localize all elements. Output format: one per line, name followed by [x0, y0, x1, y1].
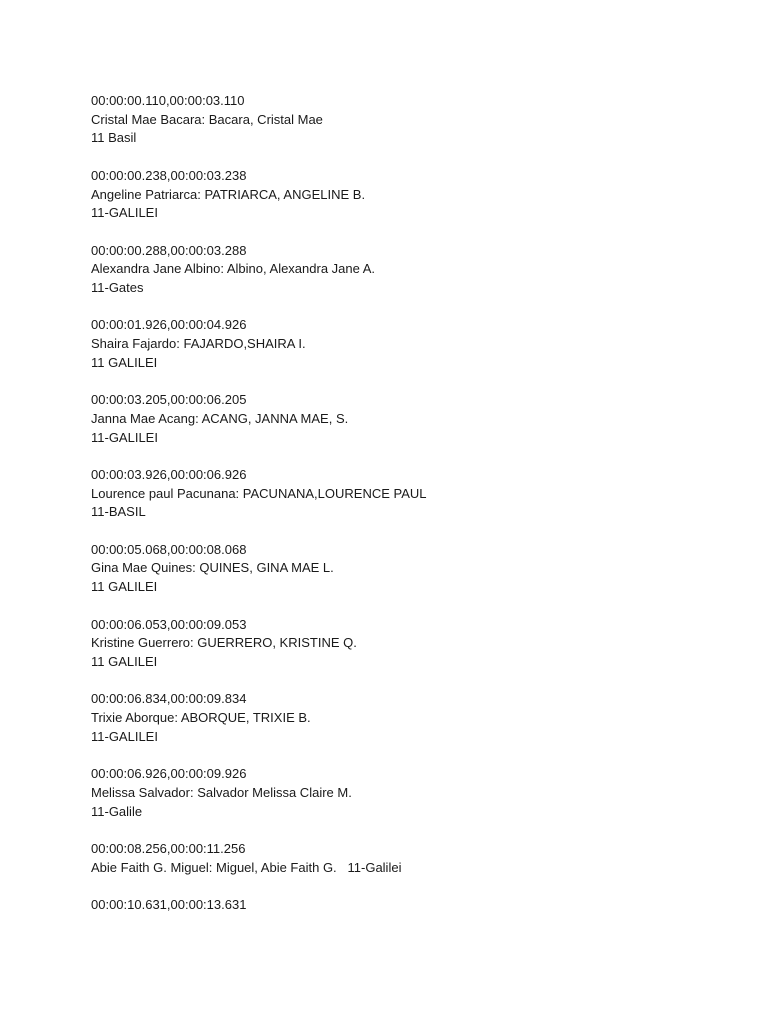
- entry-timestamp: 00:00:00.288,00:00:03.288: [91, 242, 247, 258]
- entry-timestamp: 00:00:00.110,00:00:03.110: [91, 93, 245, 108]
- entry-timestamp: 00:00:05.068,00:00:08.068: [91, 541, 247, 557]
- entry-speaker-text: Trixie Aborque: ABORQUE, TRIXIE B.: [91, 710, 311, 726]
- entry-section-text: 11-GALILEI: [91, 205, 158, 221]
- transcript-entry: [91, 242, 731, 298]
- transcript-entry: [91, 391, 731, 447]
- entry-timestamp: 00:00:06.053,00:00:09.053: [91, 616, 247, 632]
- transcript-entry: [91, 616, 731, 672]
- entry-timestamp: 00:00:08.256,00:00:11.256: [91, 840, 246, 856]
- entry-timestamp: 00:00:03.926,00:00:06.926: [91, 466, 247, 482]
- entry-timestamp: 00:00:10.631,00:00:13.631: [91, 897, 247, 913]
- entry-speaker-text: Kristine Guerrero: GUERRERO, KRISTINE Q.: [91, 635, 357, 651]
- transcript-entry: [91, 690, 731, 746]
- entry-timestamp: 00:00:06.926,00:00:09.926: [91, 766, 247, 782]
- entry-section-text: 11 GALILEI: [91, 354, 158, 370]
- transcript-entry: [91, 541, 731, 597]
- entry-speaker-text: Abie Faith G. Miguel: Miguel, Abie Faith G. 11-Galilei: [91, 859, 402, 875]
- entry-timestamp: 00:00:01.926,00:00:04.926: [91, 317, 247, 333]
- transcript-entry: [91, 840, 731, 877]
- entry-timestamp: 00:00:06.834,00:00:09.834: [91, 691, 247, 707]
- entry-speaker-text: Cristal Mae Bacara: Bacara, Cristal Mae: [91, 111, 323, 127]
- transcript-entry: [91, 316, 731, 372]
- transcript-entry: [91, 167, 731, 223]
- entry-speaker-text: Melissa Salvador: Salvador Melissa Claire M.: [91, 784, 352, 800]
- entry-speaker-text: Angeline Patriarca: PATRIARCA, ANGELINE B.: [91, 186, 366, 202]
- transcript-entry: [91, 896, 731, 915]
- entry-timestamp: 00:00:03.205,00:00:06.205: [91, 392, 247, 408]
- transcript-entry: [91, 466, 731, 522]
- transcript-entry: [91, 92, 731, 148]
- entry-speaker-text: Gina Mae Quines: QUINES, GINA MAE L.: [91, 560, 334, 576]
- entry-section-text: 11 Basil: [91, 130, 137, 146]
- transcript-body: [91, 92, 731, 933]
- entry-section-text: 11-GALILEI: [91, 728, 158, 744]
- entry-section-text: 11-Galile: [91, 803, 143, 819]
- entry-section-text: 11 GALILEI: [91, 579, 158, 595]
- entry-section-text: 11-GALILEI: [91, 429, 158, 445]
- entry-section-text: 11-BASIL: [91, 504, 146, 520]
- transcript-entry: [91, 765, 731, 821]
- entry-speaker-text: Shaira Fajardo: FAJARDO,SHAIRA I.: [91, 336, 306, 352]
- entry-timestamp: 00:00:00.238,00:00:03.238: [91, 167, 247, 183]
- entry-section-text: 11-Gates: [91, 280, 144, 295]
- entry-speaker-text: Janna Mae Acang: ACANG, JANNA MAE, S.: [91, 410, 349, 426]
- entry-section-text: 11 GALILEI: [91, 653, 158, 669]
- entry-speaker-text: Lourence paul Pacunana: PACUNANA,LOURENCE PAUL: [91, 485, 427, 501]
- entry-speaker-text: Alexandra Jane Albino: Albino, Alexandra Jane A.: [91, 261, 376, 277]
